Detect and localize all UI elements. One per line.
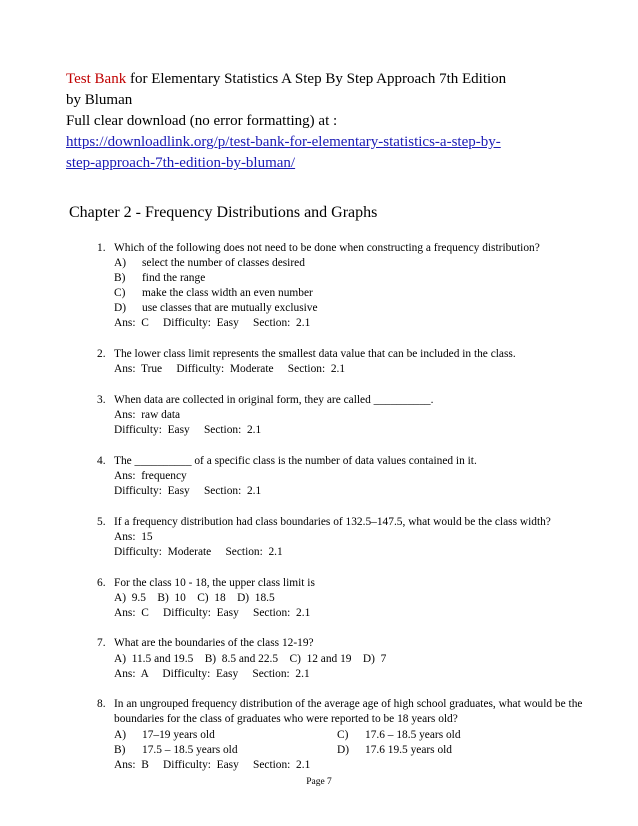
- question-text: What are the boundaries of the class 12-19?: [114, 637, 314, 650]
- question-7: [97, 636, 597, 681]
- question-number: 3.: [97, 393, 106, 406]
- question-text: The __________ of a specific class is the number of data values contained in it.: [114, 454, 477, 467]
- page-number: Page 7: [306, 777, 332, 787]
- answer: Ans: raw data: [114, 409, 181, 422]
- question-2: [97, 347, 597, 377]
- question-1: [97, 241, 597, 332]
- option-a: A) select the number of classes desired: [114, 257, 305, 270]
- question-number: 5.: [97, 515, 106, 528]
- question-number: 4.: [97, 454, 106, 467]
- document-header: [66, 69, 606, 174]
- options-row-2: [97, 743, 597, 758]
- title-text: for Elementary Statistics A Step By Step Approach 7th Edition: [126, 71, 507, 87]
- option-b: B) find the range: [114, 272, 206, 285]
- answer: Ans: 15: [114, 530, 153, 543]
- question-8: [97, 697, 597, 772]
- author-line: by Bluman: [66, 92, 133, 108]
- options-line: A) 9.5 B) 10 C) 18 D) 18.5: [114, 591, 275, 604]
- question-number: 8.: [97, 698, 106, 711]
- question-list: [97, 241, 597, 788]
- test-bank-label: Test Bank: [66, 71, 127, 87]
- question-text: When data are collected in original form, they are called __________.: [114, 393, 434, 406]
- option-b: B) 17.5 – 18.5 years old: [114, 743, 238, 756]
- option-a: A) 17–19 years old: [114, 728, 215, 741]
- option-d: D) 17.6 19.5 years old: [337, 743, 452, 756]
- question-3: [97, 393, 597, 438]
- option-d: D) use classes that are mutually exclusive: [114, 302, 318, 315]
- answer-meta: Ans: C Difficulty: Easy Section: 2.1: [114, 317, 311, 330]
- question-text: If a frequency distribution had class boundaries of 132.5–147.5, what would be the class width?: [114, 515, 551, 528]
- question-6: [97, 576, 597, 621]
- question-text: In an ungrouped frequency distribution of the average age of high school graduates, what would be the boundaries for the class of graduates who were reported to be 18 years old?: [114, 698, 583, 726]
- question-number: 6.: [97, 576, 106, 589]
- question-text: The lower class limit represents the smallest data value that can be included in the class.: [114, 348, 516, 361]
- download-link-line-1[interactable]: https://downloadlink.org/p/test-bank-for-elementary-statistics-a-step-by-: [66, 134, 501, 150]
- question-4: [97, 454, 597, 499]
- question-5: [97, 515, 597, 560]
- answer-meta: Ans: C Difficulty: Easy Section: 2.1: [114, 606, 311, 619]
- answer: Ans: frequency: [114, 469, 187, 482]
- question-number: 7.: [97, 637, 106, 650]
- option-c: C) make the class width an even number: [114, 287, 313, 300]
- option-c: C) 17.6 – 18.5 years old: [337, 728, 461, 741]
- chapter-title: Chapter 2 - Frequency Distributions and Graphs: [69, 204, 378, 221]
- answer-meta: Difficulty: Easy Section: 2.1: [114, 424, 262, 437]
- question-number: 2.: [97, 348, 106, 361]
- question-number: 1.: [97, 242, 106, 254]
- download-line: Full clear download (no error formatting) at :: [66, 113, 338, 129]
- title-line: [66, 69, 606, 90]
- answer-meta: Ans: B Difficulty: Easy Section: 2.1: [114, 758, 311, 771]
- download-link-line-2[interactable]: step-approach-7th-edition-by-bluman/: [66, 155, 296, 171]
- options-line: A) 11.5 and 19.5 B) 8.5 and 22.5 C) 12 and 19 D) 7: [114, 652, 387, 665]
- question-text: For the class 10 - 18, the upper class limit is: [114, 576, 315, 589]
- question-text: Which of the following does not need to be done when constructing a frequency distribution?: [114, 242, 540, 254]
- answer-meta: Ans: True Difficulty: Moderate Section: 2.1: [114, 363, 346, 376]
- answer-meta: Difficulty: Easy Section: 2.1: [114, 485, 262, 497]
- answer-meta: Difficulty: Moderate Section: 2.1: [114, 545, 283, 558]
- options-row-1: [97, 728, 597, 743]
- answer-meta: Ans: A Difficulty: Easy Section: 2.1: [114, 667, 310, 680]
